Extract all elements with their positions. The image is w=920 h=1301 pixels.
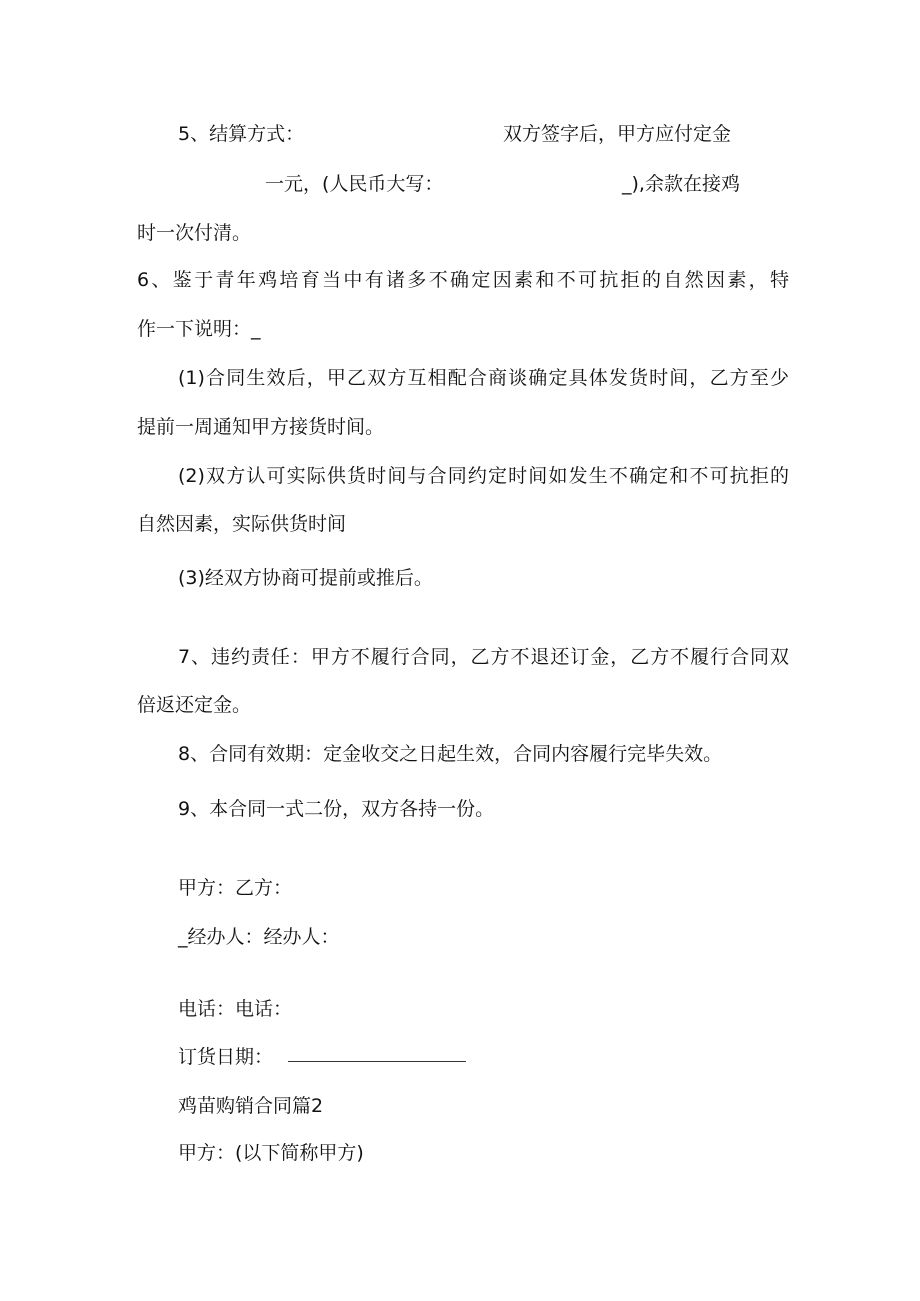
clause8: 8、合同有效期：定金收交之日起生效，合同内容履行完毕失效。: [178, 743, 723, 765]
settlement-balance-tail: 时一次付清。: [137, 222, 252, 244]
order-date-blank: [288, 1061, 466, 1062]
clause6-item1-line1: (1)合同生效后，甲乙双方互相配合商谈确定具体发货时间，乙方至少: [178, 367, 789, 389]
clause9: 9、本合同一式二份，双方各持一份。: [178, 798, 495, 820]
section2-title: 鸡苗购销合同篇2: [178, 1095, 324, 1117]
settlement-deposit-text: 双方签字后，甲方应付定金: [503, 123, 732, 145]
settlement-balance-text: _),余款在接鸡: [622, 173, 740, 195]
parties-line: 甲方：乙方：: [178, 877, 293, 899]
order-date-label: 订货日期：: [178, 1046, 274, 1068]
clause6-item2-line2: 自然因素，实际供货时间: [137, 513, 347, 535]
settlement-amount-text: 一元，(人民币大写：: [265, 173, 444, 195]
clause6-item1-line2: 提前一周通知甲方接货时间。: [137, 416, 385, 438]
phones-line: 电话：电话：: [178, 998, 293, 1020]
clause6-line2: 作一下说明：_: [137, 318, 261, 340]
party-a-intro: 甲方：(以下简称甲方): [178, 1142, 364, 1164]
settlement-label: 5、结算方式：: [178, 123, 305, 145]
clause6-item3: (3)经双方协商可提前或推后。: [178, 567, 433, 589]
clause6-line1: 6、鉴于青年鸡培育当中有诸多不确定因素和不可抗拒的自然因素，特: [137, 269, 789, 291]
clause6-item2-line1: (2)双方认可实际供货时间与合同约定时间如发生不确定和不可抗拒的: [178, 465, 789, 487]
agents-line: _经办人：经办人：: [178, 926, 340, 948]
clause7-line2: 倍返还定金。: [137, 694, 252, 716]
clause7-line1: 7、违约责任：甲方不履行合同，乙方不退还订金，乙方不履行合同双: [178, 646, 789, 668]
